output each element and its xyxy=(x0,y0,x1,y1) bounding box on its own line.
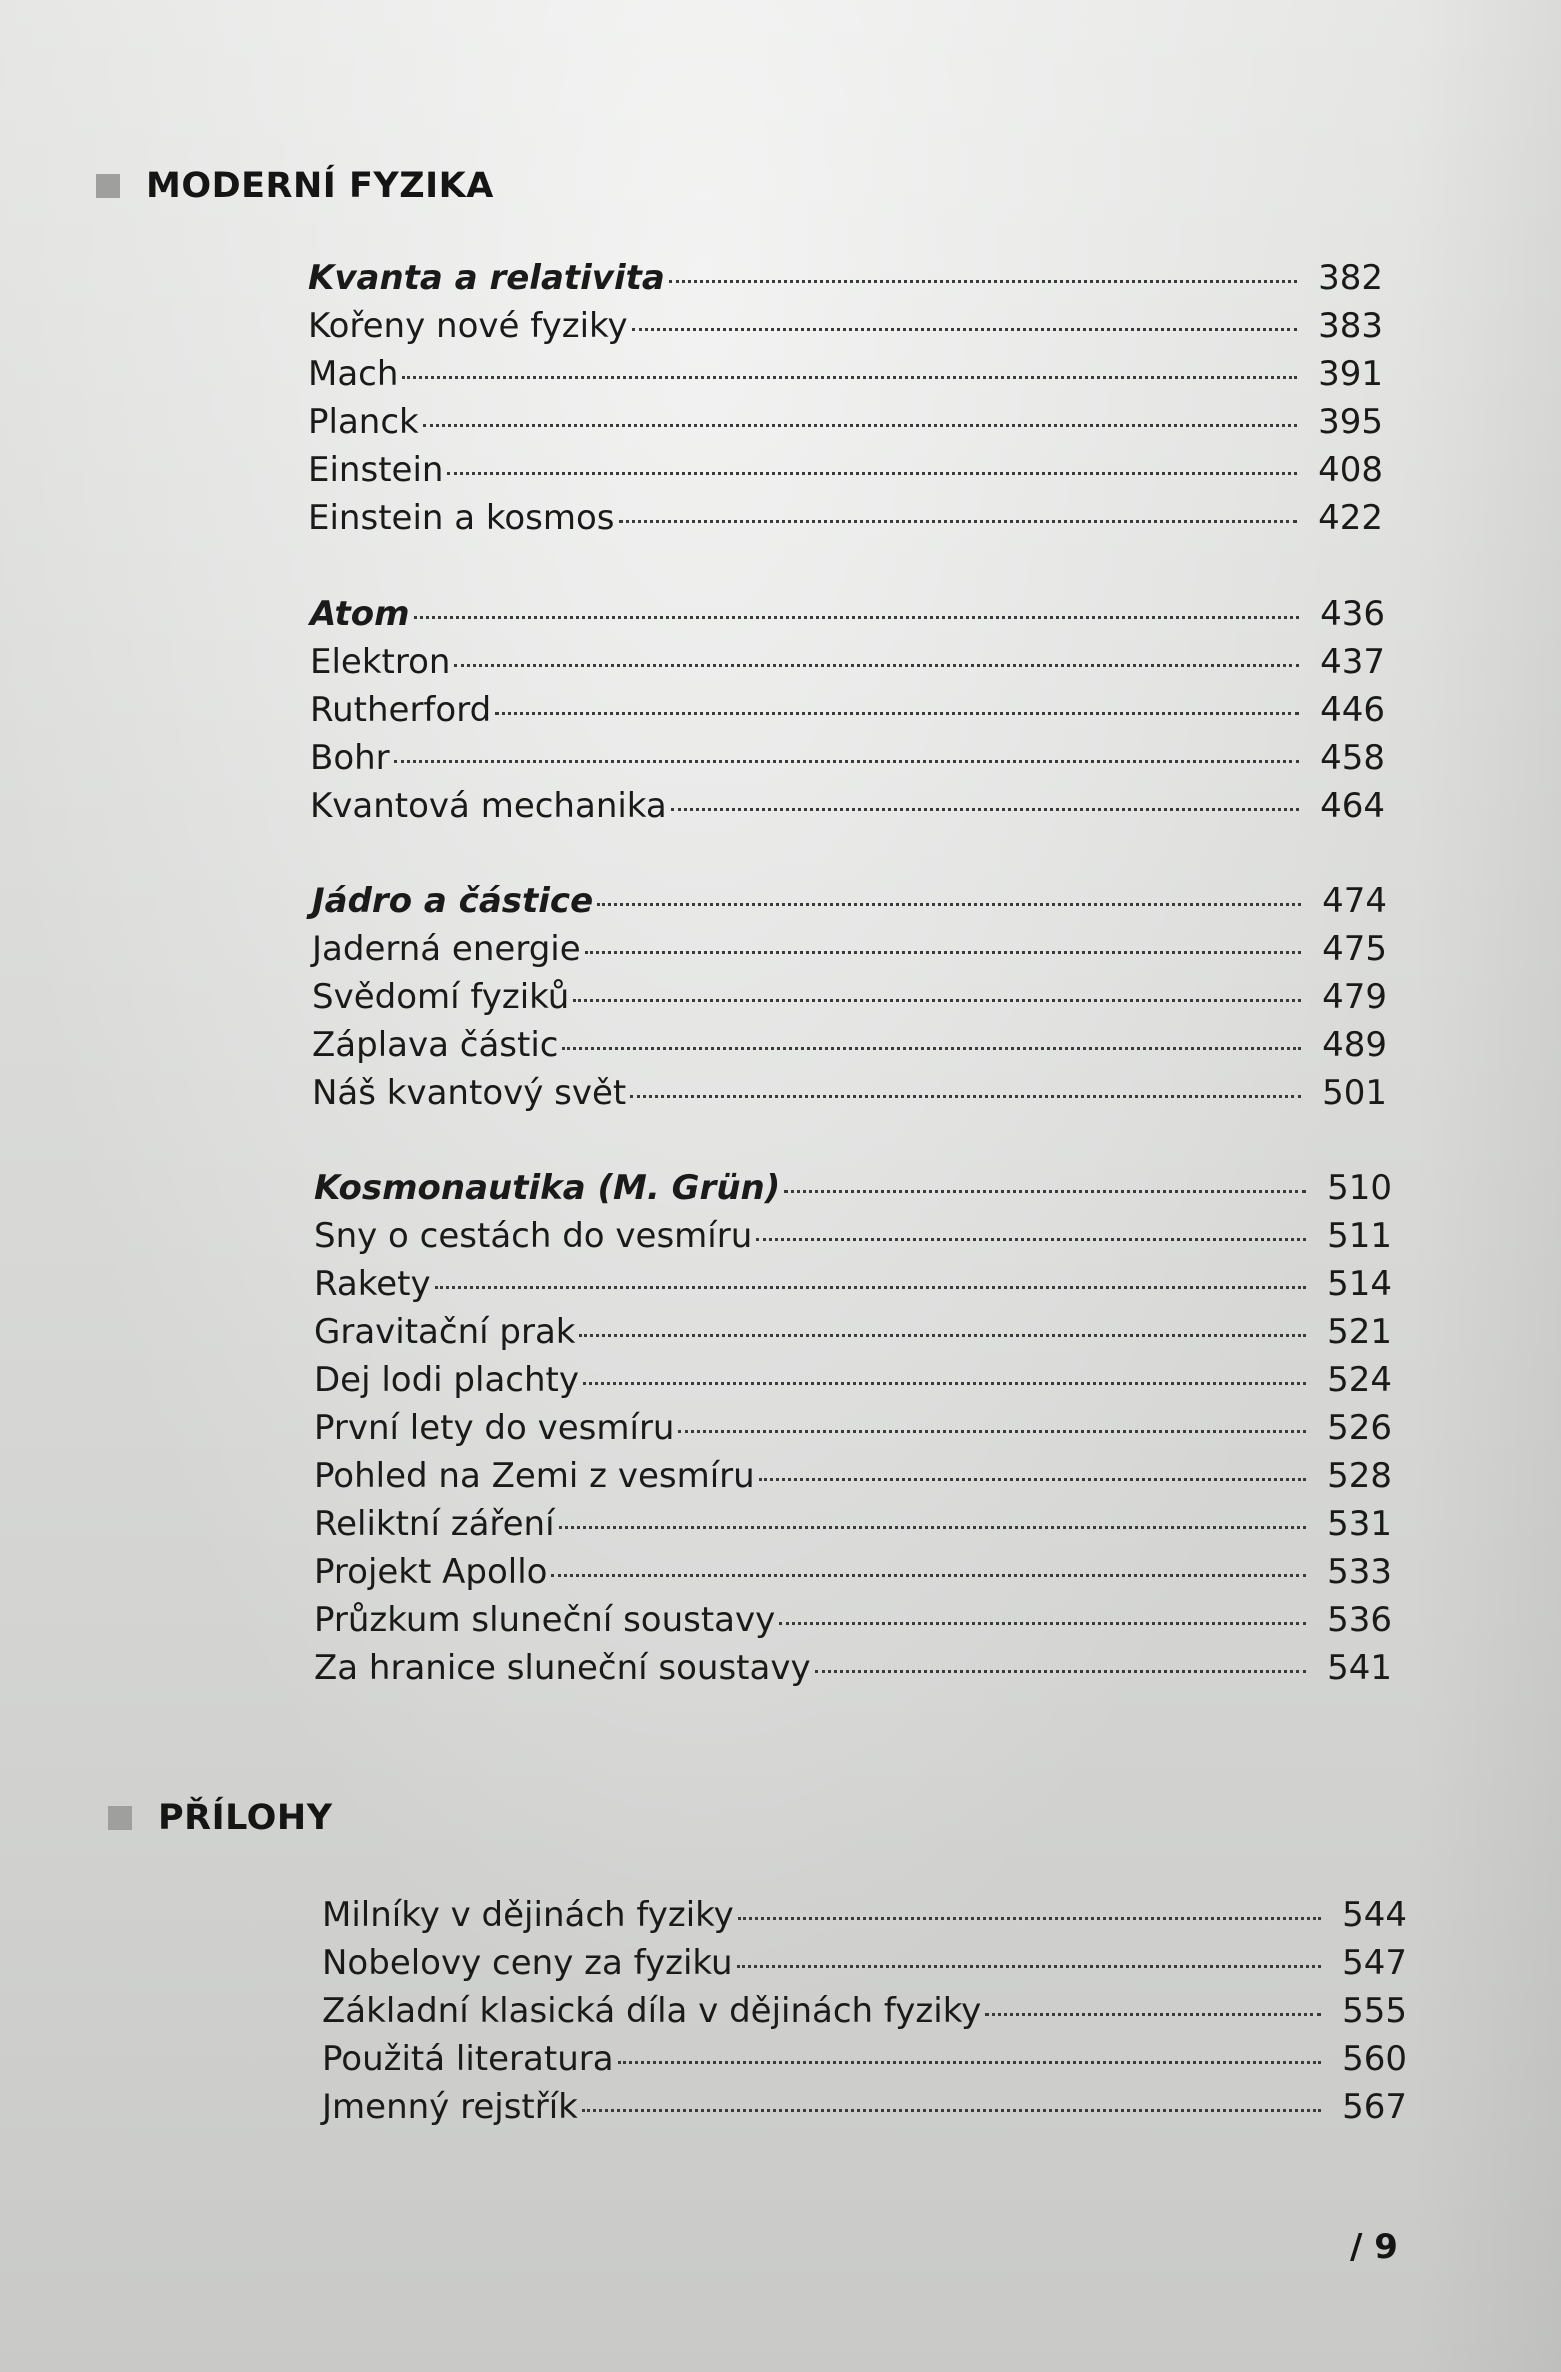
toc-entry-title: Sny o cestách do vesmíru xyxy=(314,1216,753,1256)
dot-leader xyxy=(402,376,1297,379)
toc-entry-title: Náš kvantový svět xyxy=(312,1073,627,1113)
dot-leader xyxy=(579,1334,1306,1337)
toc-entry-page: 422 xyxy=(1318,498,1383,538)
toc-entry-title: Gravitační prak xyxy=(314,1312,576,1352)
toc-group-atom xyxy=(310,590,1385,830)
toc-entry-title: Kvantová mechanika xyxy=(310,786,667,826)
toc-entry-page: 479 xyxy=(1322,977,1387,1017)
dot-leader xyxy=(495,712,1299,715)
toc-entry xyxy=(308,494,1383,542)
toc-entry-page: 547 xyxy=(1342,1943,1407,1983)
dot-leader xyxy=(435,1286,1306,1289)
toc-entry xyxy=(314,1500,1392,1548)
toc-entry-page: 464 xyxy=(1320,786,1385,826)
toc-entry-title: Kořeny nové fyziky xyxy=(308,306,628,346)
toc-entry-title: Jaderná energie xyxy=(312,929,581,969)
toc-entry xyxy=(314,1260,1392,1308)
toc-entry-title: Kosmonautika (M. Grün) xyxy=(314,1168,781,1208)
toc-entry-title: Jmenný rejstřík xyxy=(322,2087,578,2127)
dot-leader xyxy=(394,760,1299,763)
toc-entry xyxy=(310,734,1385,782)
toc-entry xyxy=(322,2083,1407,2131)
toc-entry xyxy=(308,350,1383,398)
toc-entry-title: Pohled na Zemi z vesmíru xyxy=(314,1456,755,1496)
toc-entry xyxy=(314,1404,1392,1452)
toc-entry-title: Použitá literatura xyxy=(322,2039,614,2079)
toc-entry-title: Einstein a kosmos xyxy=(308,498,615,538)
toc-group-title xyxy=(312,877,1387,925)
toc-entry-page: 531 xyxy=(1327,1504,1392,1544)
toc-entry-title: Záplava částic xyxy=(312,1025,559,1065)
toc-entry-title: Planck xyxy=(308,402,419,442)
square-bullet-icon xyxy=(108,1806,132,1830)
toc-entry xyxy=(310,686,1385,734)
toc-entry-page: 524 xyxy=(1327,1360,1392,1400)
toc-group-prilohy xyxy=(322,1891,1407,2131)
dot-leader xyxy=(632,328,1297,331)
toc-entry-title: Za hranice sluneční soustavy xyxy=(314,1648,811,1688)
dot-leader xyxy=(756,1238,1306,1241)
toc-entry-page: 458 xyxy=(1320,738,1385,778)
toc-entry-page: 511 xyxy=(1327,1216,1392,1256)
toc-entry-page: 437 xyxy=(1320,642,1385,682)
toc-entry xyxy=(312,1021,1387,1069)
toc-entry xyxy=(308,398,1383,446)
square-bullet-icon xyxy=(96,174,120,198)
toc-entry xyxy=(312,925,1387,973)
toc-entry-title: Mach xyxy=(308,354,399,394)
toc-entry xyxy=(314,1356,1392,1404)
toc-entry-page: 446 xyxy=(1320,690,1385,730)
toc-entry-title: Kvanta a relativita xyxy=(308,258,665,298)
dot-leader xyxy=(551,1574,1306,1577)
toc-entry-title: Nobelovy ceny za fyziku xyxy=(322,1943,733,1983)
toc-entry-title: Rakety xyxy=(314,1264,431,1304)
toc-entry xyxy=(308,446,1383,494)
toc-entry xyxy=(312,973,1387,1021)
dot-leader xyxy=(562,1047,1301,1050)
toc-entry-title: Průzkum sluneční soustavy xyxy=(314,1600,776,1640)
dot-leader xyxy=(619,520,1297,523)
dot-leader xyxy=(559,1526,1306,1529)
toc-entry-page: 475 xyxy=(1322,929,1387,969)
section-heading-moderni-fyzika xyxy=(96,166,494,206)
toc-entry-page: 544 xyxy=(1342,1895,1407,1935)
toc-entry-page: 533 xyxy=(1327,1552,1392,1592)
toc-entry-title: Milníky v dějinách fyziky xyxy=(322,1895,734,1935)
dot-leader xyxy=(573,999,1301,1002)
dot-leader xyxy=(582,2109,1321,2112)
dot-leader xyxy=(447,472,1297,475)
toc-entry xyxy=(314,1212,1392,1260)
section-heading-label: PŘÍLOHY xyxy=(158,1798,333,1838)
toc-group-kvanta-a-relativita xyxy=(308,254,1383,542)
toc-entry-page: 560 xyxy=(1342,2039,1407,2079)
dot-leader xyxy=(671,808,1299,811)
toc-group-kosmonautika xyxy=(314,1164,1392,1692)
toc-entry xyxy=(314,1596,1392,1644)
dot-leader xyxy=(583,1382,1306,1385)
toc-entry-title: Atom xyxy=(310,594,410,634)
toc-entry-page: 382 xyxy=(1318,258,1383,298)
page-number: / 9 xyxy=(1350,2227,1398,2267)
toc-entry xyxy=(322,1987,1407,2035)
toc-entry-title: Dej lodi plachty xyxy=(314,1360,579,1400)
dot-leader xyxy=(738,1917,1321,1920)
toc-entry xyxy=(314,1548,1392,1596)
toc-entry-page: 383 xyxy=(1318,306,1383,346)
dot-leader xyxy=(985,2013,1321,2016)
dot-leader xyxy=(678,1430,1306,1433)
toc-entry-page: 474 xyxy=(1322,881,1387,921)
toc-entry xyxy=(310,638,1385,686)
toc-entry-page: 541 xyxy=(1327,1648,1392,1688)
toc-entry-page: 521 xyxy=(1327,1312,1392,1352)
toc-entry-title: Základní klasická díla v dějinách fyziky xyxy=(322,1991,982,2031)
toc-entry xyxy=(314,1644,1392,1692)
toc-entry-page: 489 xyxy=(1322,1025,1387,1065)
toc-entry-page: 528 xyxy=(1327,1456,1392,1496)
toc-entry-title: Elektron xyxy=(310,642,451,682)
toc-entry-title: Jádro a částice xyxy=(312,881,594,921)
toc-group-jadro-a-castice xyxy=(312,877,1387,1117)
toc-group-title xyxy=(314,1164,1392,1212)
toc-entry xyxy=(308,302,1383,350)
dot-leader xyxy=(454,664,1299,667)
toc-entry-page: 514 xyxy=(1327,1264,1392,1304)
toc-entry xyxy=(310,782,1385,830)
dot-leader xyxy=(414,616,1300,619)
toc-entry-title: Rutherford xyxy=(310,690,492,730)
dot-leader xyxy=(585,951,1301,954)
dot-leader xyxy=(669,280,1297,283)
toc-entry-page: 526 xyxy=(1327,1408,1392,1448)
toc-entry-title: První lety do vesmíru xyxy=(314,1408,675,1448)
toc-entry-page: 555 xyxy=(1342,1991,1407,2031)
section-heading-prilohy xyxy=(108,1798,333,1838)
toc-entry-page: 408 xyxy=(1318,450,1383,490)
section-heading-label: MODERNÍ FYZIKA xyxy=(146,166,494,206)
toc-entry-title: Svědomí fyziků xyxy=(312,977,570,1017)
toc-entry xyxy=(314,1308,1392,1356)
toc-entry-page: 436 xyxy=(1320,594,1385,634)
toc-entry xyxy=(322,2035,1407,2083)
toc-entry xyxy=(322,1939,1407,1987)
toc-entry-page: 536 xyxy=(1327,1600,1392,1640)
toc-entry-page: 510 xyxy=(1327,1168,1392,1208)
toc-entry-title: Bohr xyxy=(310,738,390,778)
dot-leader xyxy=(597,903,1301,906)
toc-entry-title: Projekt Apollo xyxy=(314,1552,548,1592)
dot-leader xyxy=(815,1670,1306,1673)
dot-leader xyxy=(784,1190,1306,1193)
toc-entry-title: Einstein xyxy=(308,450,444,490)
toc-group-title xyxy=(310,590,1385,638)
dot-leader xyxy=(737,1965,1321,1968)
toc-entry-page: 567 xyxy=(1342,2087,1407,2127)
toc-entry xyxy=(322,1891,1407,1939)
dot-leader xyxy=(759,1478,1306,1481)
toc-entry-title: Reliktní záření xyxy=(314,1504,555,1544)
dot-leader xyxy=(423,424,1297,427)
dot-leader xyxy=(630,1095,1301,1098)
toc-entry-page: 501 xyxy=(1322,1073,1387,1113)
dot-leader xyxy=(779,1622,1306,1625)
toc-entry-page: 391 xyxy=(1318,354,1383,394)
toc-entry xyxy=(314,1452,1392,1500)
toc-entry-page: 395 xyxy=(1318,402,1383,442)
dot-leader xyxy=(618,2061,1321,2064)
toc-group-title xyxy=(308,254,1383,302)
toc-entry xyxy=(312,1069,1387,1117)
